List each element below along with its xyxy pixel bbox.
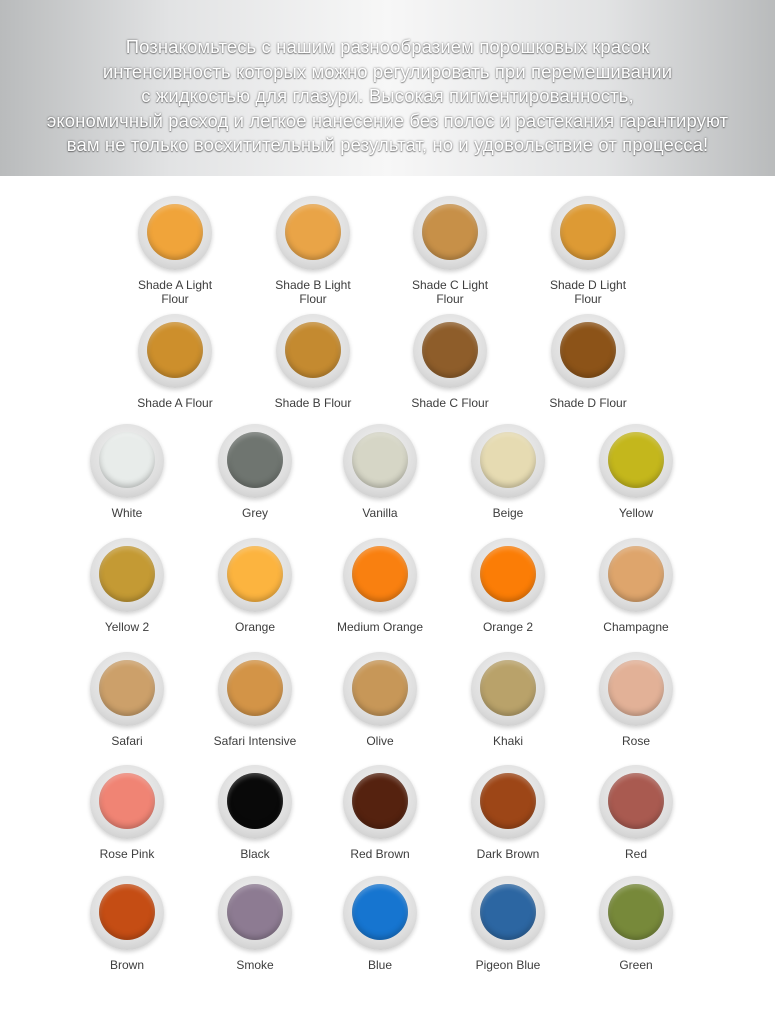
paint-color [422,204,478,260]
color-swatch [315,765,445,861]
paint-jar [90,424,164,498]
swatch-label: Shade C Flour [411,396,489,410]
paint-color [608,546,664,602]
paint-color [147,204,203,260]
paint-color [480,884,536,940]
paint-color [99,432,155,488]
paint-color [422,322,478,378]
paint-color [99,546,155,602]
swatch-label: Green [619,958,653,972]
paint-color [227,432,283,488]
color-swatch [248,196,378,306]
paint-color [608,773,664,829]
swatch-label: Blue [367,958,393,972]
swatch-label: White [111,506,143,520]
intro-line: вам не только восхитительный результат, но и удовольствие от процесса! [66,134,709,155]
swatch-label: Vanilla [362,506,398,520]
swatch-label: Shade A Flour [137,396,213,410]
color-swatch [571,652,701,748]
color-swatch [523,314,653,410]
swatch-label: Safari [111,734,143,748]
color-swatch [315,876,445,972]
swatch-label: Red [624,847,647,861]
paint-jar [218,876,292,950]
intro-banner [0,0,775,176]
color-swatch [248,314,378,410]
color-swatch [62,538,192,634]
color-swatch [110,314,240,410]
swatch-label: Black [240,847,270,861]
swatch-label: Yellow 2 [104,620,150,634]
swatch-label: Orange 2 [482,620,534,634]
color-swatch [190,765,320,861]
color-swatch [385,314,515,410]
paint-color [285,204,341,260]
paint-jar [218,652,292,726]
color-swatch [443,538,573,634]
paint-jar [599,652,673,726]
paint-color [480,546,536,602]
color-swatch [571,765,701,861]
swatch-label: Beige [492,506,524,520]
paint-jar [138,196,212,270]
swatch-label: Rose Pink [99,847,155,861]
color-swatch [443,424,573,520]
swatch-label: Dark Brown [476,847,540,861]
paint-jar [413,314,487,388]
paint-jar [599,876,673,950]
swatch-label: Red Brown [350,847,410,861]
paint-jar [138,314,212,388]
paint-color [480,773,536,829]
paint-jar [471,424,545,498]
paint-jar [551,196,625,270]
paint-jar [599,424,673,498]
paint-jar [218,424,292,498]
swatch-label: Khaki [492,734,524,748]
swatch-label: Rose [621,734,650,748]
swatch-label: Medium Orange [336,620,424,634]
swatch-label: Champagne [603,620,669,634]
paint-color [608,432,664,488]
paint-color [608,884,664,940]
color-swatch [190,424,320,520]
paint-jar [599,765,673,839]
paint-color [352,660,408,716]
swatch-label: Smoke [236,958,274,972]
paint-jar [471,652,545,726]
color-swatch [62,424,192,520]
swatch-label: Orange [234,620,276,634]
paint-jar [343,652,417,726]
paint-jar [90,652,164,726]
color-swatch [190,652,320,748]
color-swatch [190,876,320,972]
paint-color [99,773,155,829]
paint-jar [343,765,417,839]
color-swatch [385,196,515,306]
paint-color [227,773,283,829]
paint-jar [413,196,487,270]
swatch-label: Pigeon Blue [475,958,541,972]
paint-jar [90,765,164,839]
paint-color [227,884,283,940]
paint-color [608,660,664,716]
paint-jar [218,538,292,612]
color-swatch [315,424,445,520]
swatch-label: Brown [109,958,144,972]
paint-color [227,660,283,716]
paint-color [480,432,536,488]
paint-color [285,322,341,378]
swatch-label: Grey [241,506,268,520]
paint-color [480,660,536,716]
paint-color [352,773,408,829]
swatch-label: Safari Intensive [213,734,297,748]
intro-line: экономичный расход и легкое нанесение без полос и растекания гарантируют [46,109,729,131]
paint-color [352,432,408,488]
paint-color [352,546,408,602]
swatch-label: Shade D Flour [549,396,627,410]
paint-jar [343,876,417,950]
swatch-label: Olive [366,734,394,748]
color-swatch [62,652,192,748]
intro-line: Познакомьтесь с нашим разнообразием порошковых красок [125,36,650,57]
intro-line: интенсивность которых можно регулировать при перемешивании [102,60,673,82]
color-swatch [443,652,573,748]
paint-color [560,204,616,260]
paint-jar [471,876,545,950]
color-swatch [523,196,653,306]
color-swatch [315,652,445,748]
swatch-label: Shade B Light Flour [275,278,351,306]
color-swatch [62,765,192,861]
paint-jar [343,538,417,612]
paint-jar [276,196,350,270]
paint-jar [343,424,417,498]
paint-color [99,660,155,716]
intro-text [0,35,775,158]
paint-jar [90,538,164,612]
paint-jar [276,314,350,388]
paint-jar [218,765,292,839]
color-swatch [571,538,701,634]
intro-line: с жидкостью для глазури. Высокая пигментированность, [141,85,634,106]
color-swatch [443,765,573,861]
paint-color [227,546,283,602]
paint-color [147,322,203,378]
swatch-label: Yellow [618,506,654,520]
color-swatch [315,538,445,634]
swatch-label: Shade D Light Flour [549,278,627,306]
swatch-label: Shade C Light Flour [411,278,489,306]
color-swatch [110,196,240,306]
paint-jar [551,314,625,388]
paint-color [352,884,408,940]
swatch-label: Shade A Light Flour [137,278,213,306]
color-swatch [571,424,701,520]
color-swatch [443,876,573,972]
paint-jar [599,538,673,612]
paint-jar [471,538,545,612]
color-swatch [190,538,320,634]
swatch-label: Shade B Flour [274,396,352,410]
paint-color [99,884,155,940]
color-swatch [62,876,192,972]
paint-color [560,322,616,378]
color-swatch [571,876,701,972]
paint-jar [90,876,164,950]
paint-jar [471,765,545,839]
